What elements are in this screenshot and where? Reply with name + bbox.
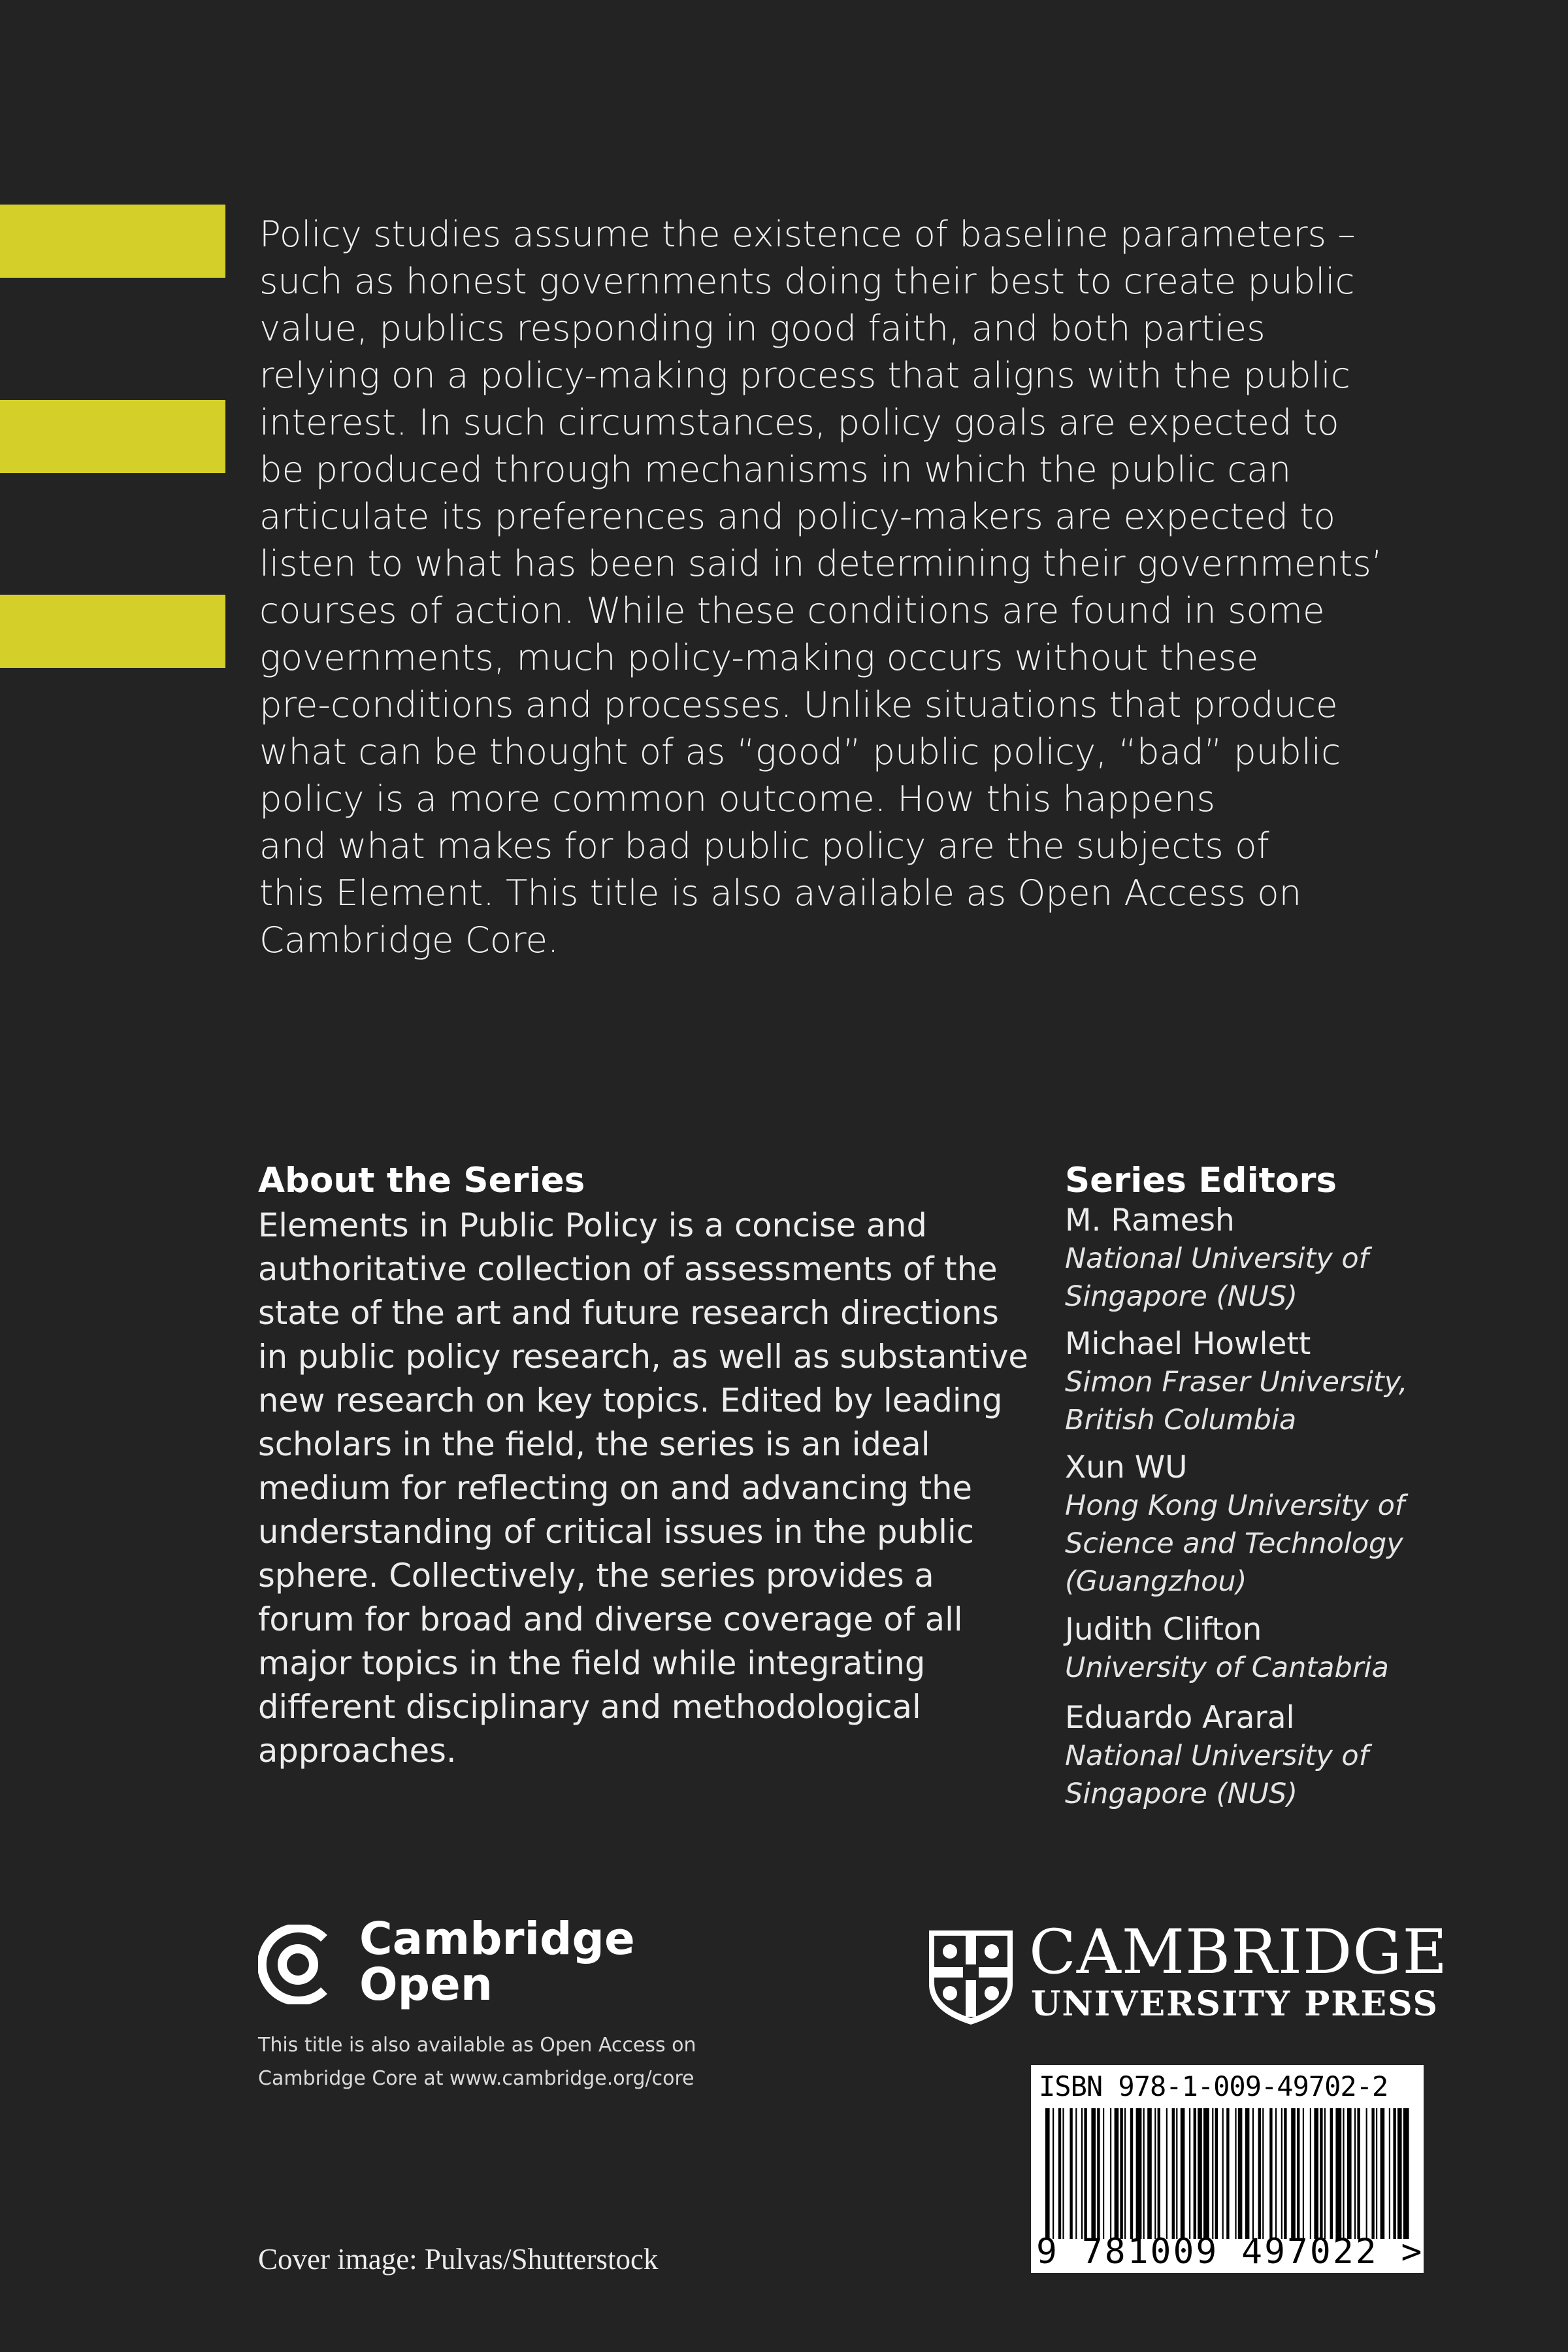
publisher-name: CAMBRIDGE: [1029, 1917, 1448, 1988]
editor-name: Judith Clifton: [1065, 1612, 1262, 1648]
about-line: different disciplinary and methodological: [258, 1688, 921, 1726]
about-series-heading: About the Series: [258, 1161, 585, 1201]
isbn-label: ISBN 978-1-009-49702-2: [1039, 2070, 1388, 2102]
editor-entry: [1065, 1449, 1522, 1600]
blurb-line: Cambridge Core.: [259, 919, 559, 961]
blurb-line: pre-conditions and processes. Unlike situations that produce: [259, 684, 1338, 725]
editor-entry: [1065, 1325, 1522, 1439]
editor-affiliation: National University of: [1065, 1740, 1369, 1772]
blurb-line: interest. In such circumstances, policy goals are expected to: [259, 401, 1339, 443]
barcode-digits: 9 781009 497022 >: [1036, 2232, 1424, 2272]
editor-affiliation: National University of: [1065, 1242, 1369, 1275]
about-line: new research on key topics. Edited by leading: [258, 1382, 1003, 1419]
about-line: state of the art and future research directions: [258, 1294, 999, 1332]
about-line: sphere. Collectively, the series provides a: [258, 1557, 934, 1595]
editor-affiliation: Science and Technology: [1065, 1527, 1403, 1560]
yellow-accent-bar: [0, 595, 225, 668]
blurb-line: this Element. This title is also available as Open Access on: [259, 872, 1302, 914]
blurb-line: courses of action. While these conditions are found in some: [259, 589, 1325, 631]
about-line: forum for broad and diverse coverage of all: [258, 1600, 963, 1638]
blurb-line: governments, much policy-making occurs without these: [259, 637, 1259, 678]
about-line: medium for reflecting on and advancing the: [258, 1469, 972, 1507]
blurb-line: what can be thought of as “good” public policy, “bad” public: [259, 731, 1341, 772]
about-line: Elements in Public Policy is a concise and: [258, 1206, 927, 1244]
editor-entry: [1065, 1202, 1522, 1316]
yellow-accent-bar: [0, 400, 225, 473]
blurb-line: articulate its preferences and policy-makers are expected to: [259, 495, 1336, 537]
blurb-line: Policy studies assume the existence of baseline parameters –: [259, 213, 1356, 255]
editor-name: Xun WU: [1065, 1449, 1188, 1485]
editor-affiliation: Simon Fraser University,: [1065, 1366, 1408, 1399]
editor-name: Michael Howlett: [1065, 1326, 1311, 1362]
barcode-bars-icon: [1045, 2108, 1411, 2239]
yellow-accent-bar: [0, 205, 225, 278]
blurb-line: value, publics responding in good faith, and both parties: [259, 307, 1266, 349]
blurb-line: relying on a policy-making process that aligns with the public: [259, 354, 1350, 396]
open-access-note: [258, 2029, 696, 2095]
editor-affiliation: Singapore (NUS): [1065, 1280, 1298, 1313]
about-line: approaches.: [258, 1732, 457, 1770]
editor-affiliation: Hong Kong University of: [1065, 1489, 1405, 1522]
about-series-text: [258, 1204, 1062, 1773]
editor-entry: [1065, 1611, 1522, 1687]
editor-entry: [1065, 1699, 1522, 1813]
note-line: This title is also available as Open Access on: [258, 2034, 696, 2057]
editor-name: M. Ramesh: [1065, 1202, 1235, 1238]
editor-name: Eduardo Araral: [1065, 1700, 1295, 1736]
isbn-barcode: [1031, 2065, 1424, 2273]
blurb-line: such as honest governments doing their best to create public: [259, 260, 1355, 302]
editor-affiliation: University of Cantabria: [1065, 1651, 1389, 1684]
cover-image-credit: Cover image: Pulvas/Shutterstock: [258, 2243, 659, 2276]
note-line: Cambridge Core at www.cambridge.org/core: [258, 2067, 694, 2090]
about-line: in public policy research, as well as substantive: [258, 1338, 1028, 1376]
blurb-line: policy is a more common outcome. How this happens: [259, 778, 1215, 820]
about-line: major topics in the field while integrating: [258, 1644, 926, 1682]
blurb-line: listen to what has been said in determining their governments’: [259, 542, 1383, 584]
about-line: authoritative collection of assessments of the: [258, 1250, 998, 1288]
cambridge-open-logo-icon: [258, 1925, 338, 2004]
about-line: understanding of critical issues in the public: [258, 1513, 974, 1551]
editor-affiliation: (Guangzhou): [1065, 1565, 1247, 1598]
wordmark-line: Open: [359, 1959, 493, 2011]
book-blurb: [259, 210, 1435, 963]
publisher-subname: UNIVERSITY PRESS: [1031, 1984, 1439, 2024]
series-editors-heading: Series Editors: [1065, 1161, 1337, 1201]
editor-affiliation: British Columbia: [1065, 1404, 1297, 1436]
blurb-line: be produced through mechanisms in which the public can: [259, 448, 1292, 490]
cambridge-crest-icon: [926, 1928, 1015, 2027]
blurb-line: and what makes for bad public policy are the subjects of: [259, 825, 1269, 867]
cambridge-open-wordmark: [359, 1913, 635, 2011]
wordmark-line: Cambridge: [359, 1913, 635, 1965]
about-line: scholars in the field, the series is an ideal: [258, 1425, 930, 1463]
editor-affiliation: Singapore (NUS): [1065, 1778, 1298, 1810]
